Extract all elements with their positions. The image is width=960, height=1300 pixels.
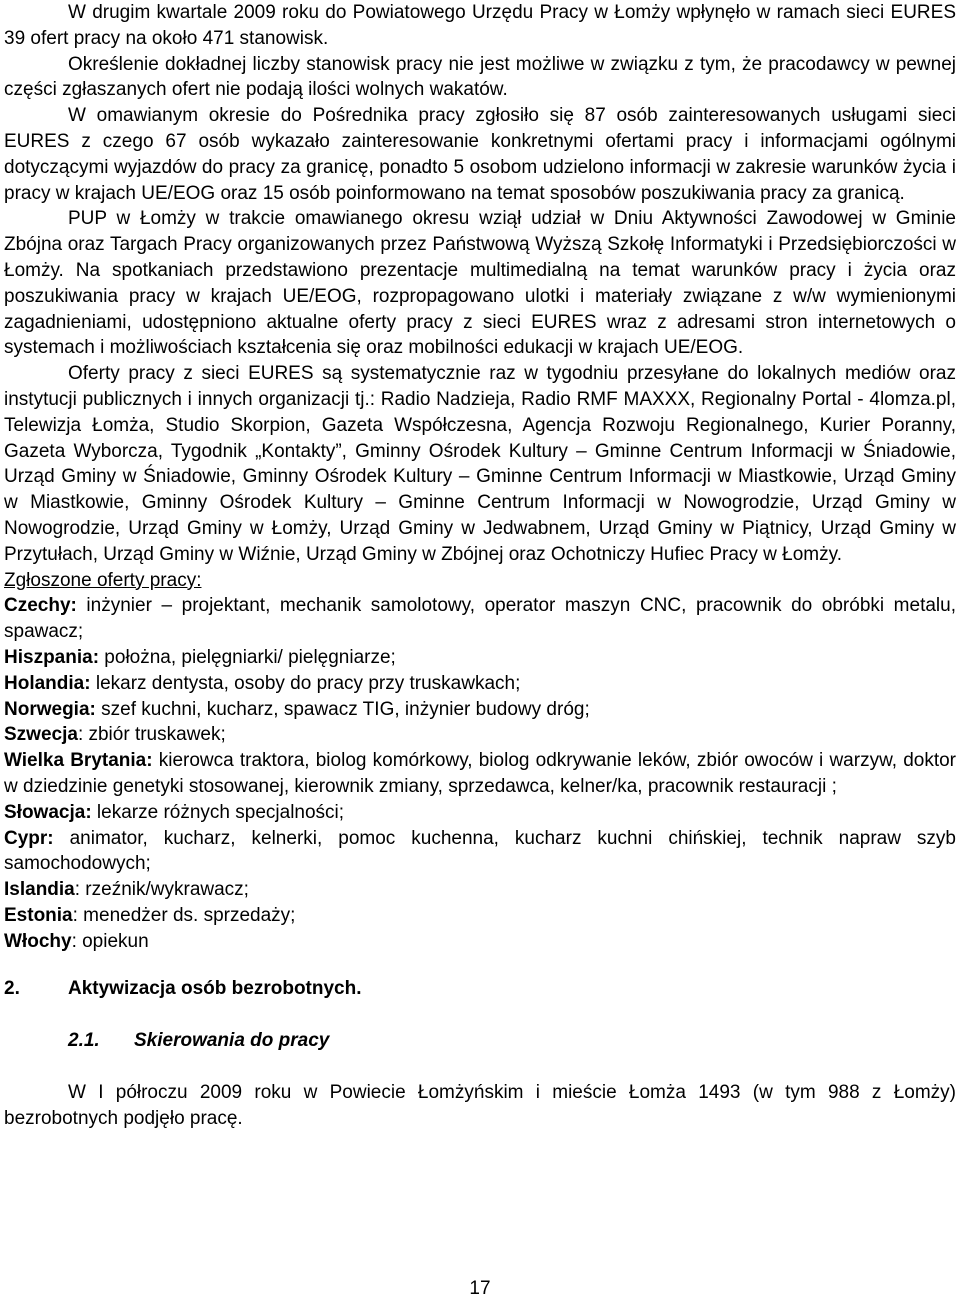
offer-country: Włochy [4,930,72,952]
offer-jobs: położna, pielęgniarki/ pielęgniarze; [99,646,396,668]
section-number: 2. [4,978,20,1000]
offer-jobs: lekarze różnych specjalności; [91,801,345,823]
subsection-title: Skierowania do pracy [134,1030,330,1052]
offer-item [4,800,956,826]
paragraph-eures-offers: W drugim kwartale 2009 roku do Powiatowego Urzędu Pracy w Łomży wpłynęło w ramach sieci EURES 39 ofert pracy na około 471 stanowisk. [4,2,956,49]
offer-item [4,645,956,671]
offer-jobs: : zbiór truskawek; [77,724,226,746]
offer-item [4,929,956,955]
offer-item [4,877,956,903]
paragraph-career-day: PUP w Łomży w trakcie omawianego okresu wziął udział w Dniu Aktywności Zawodowej w Gminie Zbójna oraz Targach Pracy organizowanych przez Państwową Wyższą Szkołę Informatyki i Przedsiębiorczości w Łomży. Na spotkaniach przedstawiono prezentacje multimedialną na temat warunków pracy i życia oraz poszukiwania pracy w krajach UE/EOG, rozpropagowano ulotki i materiały związane z w/w wymienionymi zagadnieniami, udostępniono aktualne oferty pracy z sieci EURES wraz z adresami stron internetowych o systemach i możliwościach kształcenia się oraz mobilności edukacji w krajach UE/EOG. [4,208,956,359]
section-title: Aktywizacja osób bezrobotnych. [68,978,362,1000]
section-heading-2 [4,976,956,1002]
page-number: 17 [469,1278,491,1299]
offer-jobs: : menedżer ds. sprzedaży; [72,904,296,926]
offer-jobs: : rzeźnik/wykrawacz; [74,879,249,901]
offer-jobs: lekarz dentysta, osoby do pracy przy truskawkach; [90,672,521,694]
paragraph-employment: W I półroczu 2009 roku w Powiecie Łomżyńskim i mieście Łomża 1493 (w tym 988 z Łomży) bezrobotnych podjęło pracę. [4,1082,956,1129]
offer-item [4,697,956,723]
offer-item [4,903,956,929]
offer-country: Cypr: [4,827,54,849]
offer-country: Estonia [4,904,73,926]
offer-item [4,671,956,697]
offer-jobs: : opiekun [71,930,149,952]
offer-country: Wielka Brytania: [4,750,153,772]
paragraph-intermediary: W omawianym okresie do Pośrednika pracy zgłosiło się 87 osób zainteresowanych usługami sieci EURES z czego 67 osób wykazało zainteresowanie konkretnymi ofertami pracy i informacjami ogólnymi dotyczącymi wyjazdów do pracy za granicę, ponadto 5 osobom udzielono informacji w zakresie warunków życia i pracy w krajach UE/EOG oraz 15 osób poinformowano na temat sposobów poszukiwania pracy za granicą. [4,105,956,204]
offer-jobs: animator, kucharz, kelnerki, pomoc kuchenna, kucharz kuchni chińskiej, technik napraw szyb samochodowych; [4,827,956,875]
offer-country: Islandia [4,879,75,901]
offer-jobs: kierowca traktora, biolog komórkowy, biolog odkrywanie leków, zbiór owoców i warzyw, doktor w dziedzinie genetyki stosowanej, kierownik zmiany, sprzedawca, kelner/ka, pracownik restauracji ; [4,750,956,797]
subsection-heading-2-1 [68,1028,956,1054]
offer-country: Słowacja: [4,801,92,823]
offer-country: Szwecja [4,724,78,746]
offer-item [4,748,956,800]
offer-item [4,826,956,878]
offer-country: Czechy: [4,595,77,617]
offer-jobs: inżynier – projektant, mechanik samolotowy, operator maszyn CNC, pracownik do obróbki metalu, spawacz; [4,595,956,643]
offer-item [4,593,956,645]
offers-list [4,593,956,954]
offers-heading: Zgłoszone oferty pracy: [4,569,202,591]
paragraph-positions-count: Określenie dokładnej liczby stanowisk pracy nie jest możliwe w związku z tym, że pracodawcy w pewnej części zgłaszanych ofert nie podają ilości wolnych wakatów. [4,53,956,101]
offer-country: Norwegia: [4,698,96,720]
document-page [4,0,956,1132]
offer-country: Holandia: [4,672,91,694]
offer-item [4,722,956,748]
offer-country: Hiszpania: [4,646,100,668]
offer-jobs: szef kuchni, kucharz, spawacz TIG, inżynier budowy dróg; [95,698,590,720]
subsection-number: 2.1. [68,1030,100,1052]
paragraph-media-distribution: Oferty pracy z sieci EURES są systematycznie raz w tygodniu przesyłane do lokalnych mediów oraz instytucji publicznych i innych organizacji tj.: Radio Nadzieja, Radio RMF MAXXX, Regionalny Portal - 4lomza.pl, Telewizja Łomża, Studio Skorpion, Gazeta Współczesna, Agencja Rozwoju Regionalnego, Kurier Poranny, Gazeta Wyborcza, Tygodnik „Kontakty”, Gminny Ośrodek Kultury – Gminne Centrum Informacji w Śniadowie, Urząd Gminy w Śniadowie, Gminny Ośrodek Kultury – Gminne Centrum Informacji w Miastkowie, Urząd Gminy w Miastkowie, Gminny Ośrodek Kultury – Gminne Centrum Informacji w Nowogrodzie, Urząd Gminy w Nowogrodzie, Urząd Gminy w Łomży, Urząd Gminy w Jedwabnem, Urząd Gminy w Piątnicy, Urząd Gminy w Przytułach, Urząd Gminy w Wiźnie, Urząd Gminy w Zbójnej oraz Ochotniczy Hufiec Pracy w Łomży. [4,363,956,565]
